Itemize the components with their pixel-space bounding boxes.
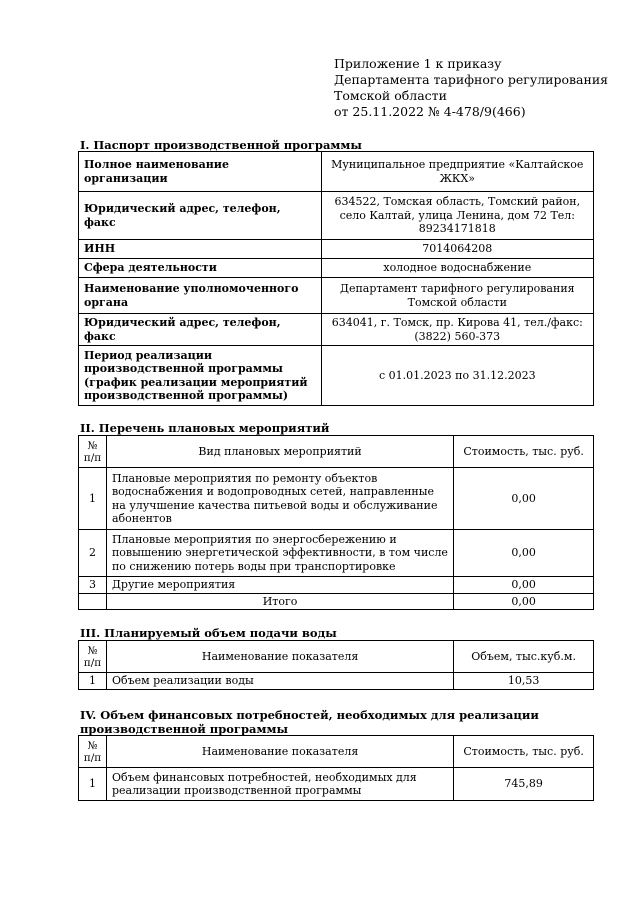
table-row [79,673,594,690]
passport-value: с 01.01.2023 по 31.12.2023 [321,346,593,406]
passport-value: 634522, Томская область, Томский район, село Калтай, улица Ленина, дом 72 Тел: 89234171818 [321,192,593,240]
passport-label: Полное наименование организации [79,152,322,192]
table-header-row [79,641,594,673]
col-header-num: № п/п [79,436,107,468]
appendix-line: Приложение 1 к приказу [334,56,502,71]
table-row [79,259,594,278]
section3-title: III. Планируемый объем подачи воды [80,626,337,640]
table-total-row [79,593,594,610]
appendix-header [334,56,608,120]
passport-label: ИНН [79,240,322,259]
row-cost: 745,89 [454,768,594,801]
finance-table [78,735,594,801]
col-header-cost: Стоимость, тыс. руб. [454,436,594,468]
table-row [79,346,594,406]
table-row [79,152,594,192]
passport-table [78,151,594,406]
row-num: 1 [79,768,107,801]
table-row [79,314,594,346]
passport-value: 7014064208 [321,240,593,259]
row-cost: 0,00 [454,530,594,577]
table-row [79,768,594,801]
table-row [79,278,594,314]
col-header-num: № п/п [79,736,107,768]
row-num: 3 [79,577,107,594]
row-name: Другие мероприятия [106,577,453,594]
section1-title: I. Паспорт производственной программы [80,138,362,152]
table-header-row [79,436,594,468]
passport-value: Муниципальное предприятие «Калтайское ЖКХ» [321,152,593,192]
col-header-name: Вид плановых мероприятий [106,436,453,468]
row-value: 10,53 [454,673,594,690]
table-row [79,240,594,259]
passport-label: Сфера деятельности [79,259,322,278]
row-num-empty [79,593,107,610]
appendix-line: Томской области [334,88,447,103]
measures-table [78,435,594,610]
appendix-line: Департамента тарифного регулирования [334,72,609,87]
section4-title: IV. Объем финансовых потребностей, необходимых для реализации производственной программы [80,708,539,736]
table-row [79,577,594,594]
passport-label: Наименование уполномоченного органа [79,278,322,314]
volume-table [78,640,594,690]
col-header-num: № п/п [79,641,107,673]
row-name: Плановые мероприятия по ремонту объектов водоснабжения и водопроводных сетей, направленные на улучшение качества питьевой воды и обслуживание абонентов [106,468,453,530]
row-name: Объем реализации воды [106,673,453,690]
passport-value: 634041, г. Томск, пр. Кирова 41, тел./факс: (3822) 560-373 [321,314,593,346]
table-header-row [79,736,594,768]
passport-value: Департамент тарифного регулирования Томской области [321,278,593,314]
row-name: Объем финансовых потребностей, необходимых для реализации производственной программы [106,768,453,801]
col-header-name: Наименование показателя [106,641,453,673]
col-header-value: Объем, тыс.куб.м. [454,641,594,673]
row-num: 2 [79,530,107,577]
row-name: Плановые мероприятия по энергосбережению и повышению энергетической эффективности, в том числе по снижению потерь воды при транспортировке [106,530,453,577]
row-cost: 0,00 [454,577,594,594]
row-cost: 0,00 [454,468,594,530]
total-cost: 0,00 [454,593,594,610]
passport-label: Период реализации производственной программы (график реализации мероприятий производственной программы) [79,346,322,406]
section2-title: II. Перечень плановых мероприятий [80,421,330,435]
col-header-cost: Стоимость, тыс. руб. [454,736,594,768]
row-num: 1 [79,468,107,530]
table-row [79,468,594,530]
passport-label: Юридический адрес, телефон, факс [79,192,322,240]
appendix-line: от 25.11.2022 № 4-478/9(466) [334,104,526,119]
col-header-name: Наименование показателя [106,736,453,768]
passport-value: холодное водоснабжение [321,259,593,278]
row-num: 1 [79,673,107,690]
table-row [79,192,594,240]
table-row [79,530,594,577]
passport-label: Юридический адрес, телефон, факс [79,314,322,346]
total-label: Итого [106,593,453,610]
